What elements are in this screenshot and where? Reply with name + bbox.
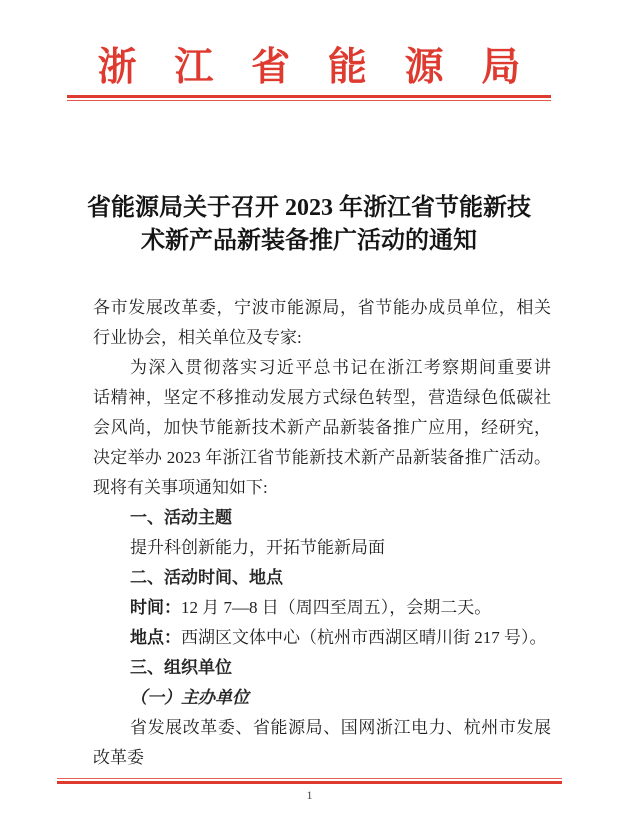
- text-line: 提升科创新能力，开拓节能新局面: [130, 538, 385, 557]
- page-number: 1: [306, 788, 313, 802]
- text-line: [93, 593, 551, 623]
- footer-rule-thick-line: [57, 781, 562, 784]
- text-line: [93, 623, 551, 653]
- document-title-line-2: 术新产品新装备推广活动的通知: [141, 228, 477, 254]
- text-line: 会风尚，加快节能新技术新产品新装备推广应用，经研究，: [93, 418, 551, 437]
- text-line: 为深入贯彻落实习近平总书记在浙江考察期间重要讲: [130, 358, 551, 377]
- letterhead-rule-thin-line: [67, 100, 551, 101]
- letterhead-org-name: 浙 江 省 能 源 局: [97, 46, 535, 89]
- subsection-heading: （一）主办单位: [130, 688, 249, 707]
- section-heading: 一、活动主题: [130, 508, 232, 527]
- footer-rule-thin-line: [57, 778, 562, 779]
- text-line: 行业协会，相关单位及专家:: [93, 328, 302, 347]
- section-heading: 二、活动时间、地点: [130, 568, 283, 587]
- text-line: 各市发展改革委，宁波市能源局，省节能办成员单位，相关: [93, 298, 551, 317]
- line-label: 地点：: [130, 628, 181, 647]
- text-line: 现将有关事项通知如下:: [93, 478, 268, 497]
- line-text: 12 月 7—8 日（周四至周五），会期二天。: [181, 598, 492, 617]
- page-footer: [57, 778, 562, 802]
- document-title-line-1: 省能源局关于召开 2023 年浙江省节能新技: [87, 195, 531, 221]
- text-line: 省发展改革委、省能源局、国网浙江电力、杭州市发展: [130, 718, 551, 737]
- document-body: [93, 293, 551, 773]
- text-line: 话精神，坚定不移推动发展方式绿色转型，营造绿色低碳社: [93, 388, 551, 407]
- section-heading: 三、组织单位: [130, 658, 232, 677]
- letterhead-rule-thick-line: [67, 95, 551, 98]
- text-line: 决定举办 2023 年浙江省节能新技术新产品新装备推广活动。: [93, 448, 551, 467]
- document-title: [0, 192, 618, 258]
- text-line: 改革委: [93, 748, 144, 767]
- line-text: 西湖区文体中心（杭州市西湖区晴川街 217 号）。: [181, 628, 547, 647]
- line-label: 时间：: [130, 598, 181, 617]
- letterhead-rule: [67, 95, 551, 101]
